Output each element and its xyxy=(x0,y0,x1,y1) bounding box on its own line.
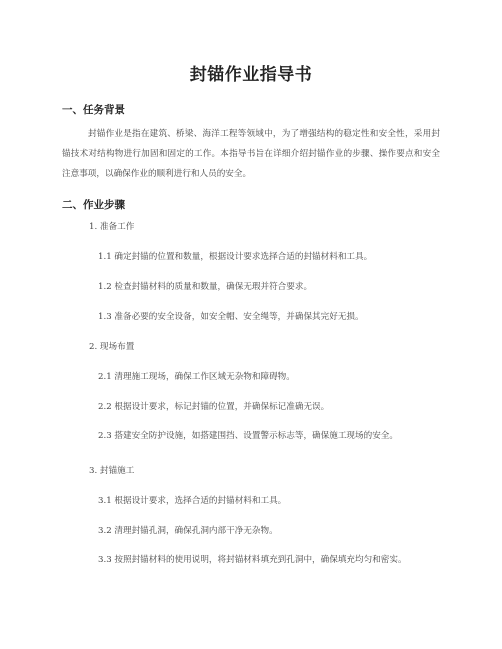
step-3-label: 3. 封锚施工 xyxy=(89,466,135,476)
step-3-2: 3.2 清理封锚孔洞，确保孔洞内部干净无杂物。 xyxy=(98,526,278,536)
step-3-1: 3.1 根据设计要求，选择合适的封锚材料和工具。 xyxy=(98,496,287,506)
background-paragraph: 封锚作业是指在建筑、桥梁、海洋工程等领域中，为了增强结构的稳定性和安全性，采用封锚技术对结构物进行加固和固定的工作。本指导书旨在详细介绍封锚作业的步骤、操作要点和安全注意事项，以确保作业的顺利进行和人员的安全。 xyxy=(62,129,440,179)
step-2-label: 2. 现场布置 xyxy=(89,342,135,352)
step-3-3: 3.3 按照封锚材料的使用说明，将封锚材料填充到孔洞中，确保填充均匀和密实。 xyxy=(98,555,407,565)
document-title: 封锚作业指导书 xyxy=(189,65,313,85)
step-2-2: 2.2 根据设计要求，标记封锚的位置，并确保标记准确无误。 xyxy=(98,402,330,412)
step-1-2: 1.2 检查封锚材料的质量和数量，确保无瑕并符合要求。 xyxy=(98,282,313,292)
step-1-label: 1. 准备工作 xyxy=(89,222,135,232)
section-heading-steps: 二、作业步骤 xyxy=(62,199,125,211)
step-1-1: 1.1 确定封锚的位置和数量，根据设计要求选择合适的封锚材料和工具。 xyxy=(98,252,373,262)
section-heading-background: 一、任务背景 xyxy=(62,104,125,116)
step-1-3: 1.3 准备必要的安全设备，如安全帽、安全绳等，并确保其完好无损。 xyxy=(98,312,364,322)
step-2-3: 2.3 搭建安全防护设施，如搭建围挡、设置警示标志等，确保施工现场的安全。 xyxy=(98,431,398,441)
step-2-1: 2.1 清理施工现场，确保工作区域无杂物和障碍物。 xyxy=(98,372,295,382)
